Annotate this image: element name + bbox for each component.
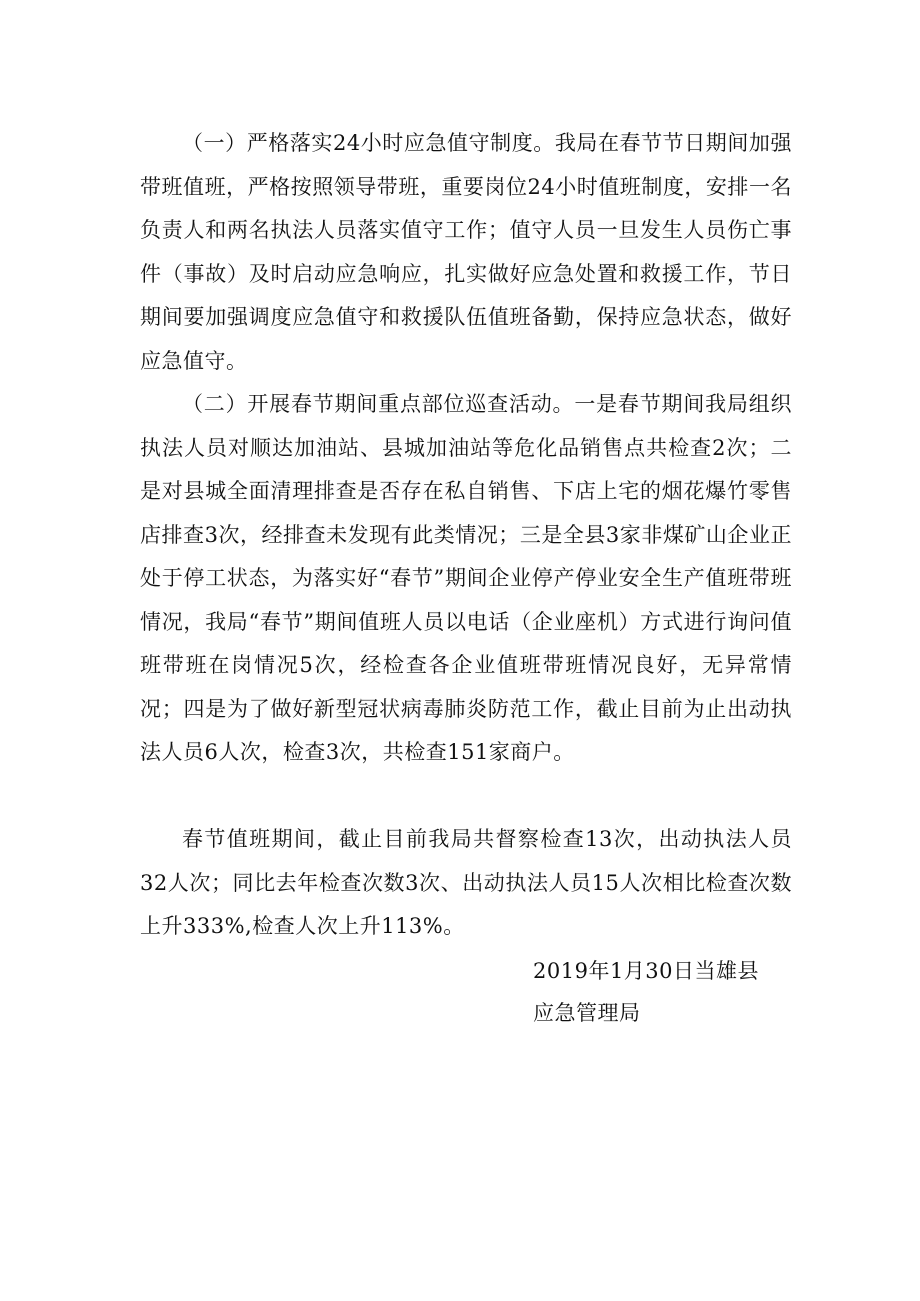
signature-date: 2019年1月30日当雄县 xyxy=(533,959,760,983)
paragraph-summary-statistics: 春节值班期间，截止目前我局共督察检查13次，出动执法人员32人次；同比去年检查次数3次、出动执法人员15人次相比检查次数上升333%,检查人次上升113%。 xyxy=(140,827,792,938)
paragraph-duty-system: （一）严格落实24小时应急值守制度。我局在春节节日期间加强带班值班，严格按照领导带班，重要岗位24小时值班制度，安排一名负责人和两名执法人员落实值守工作；值守人员一旦发生人员伤亡事件（事故）及时启动应急响应，扎实做好应急处置和救援工作，节日期间要加强调度应急值守和救援队伍值班备勤，保持应急状态，做好应急值守。 xyxy=(140,131,792,373)
signature-organization: 应急管理局 xyxy=(533,1001,641,1025)
paragraph-inspection-activities: （二）开展春节期间重点部位巡查活动。一是春节期间我局组织执法人员对顺达加油站、县城加油站等危化品销售点共检查2次；二是对县城全面清理排查是否存在私自销售、下店上宅的烟花爆竹零售店排查3次，经排查未发现有此类情况；三是全县3家非煤矿山企业正处于停工状态，为落实好“春节”期间企业停产停业安全生产值班带班情况，我局“春节”期间值班人员以电话（企业座机）方式进行询问值班带班在岗情况5次，经检查各企业值班带班情况良好，无异常情况；四是为了做好新型冠状病毒肺炎防范工作，截止目前为止出动执法人员6人次，检查3次，共检查151家商户。 xyxy=(140,392,792,764)
